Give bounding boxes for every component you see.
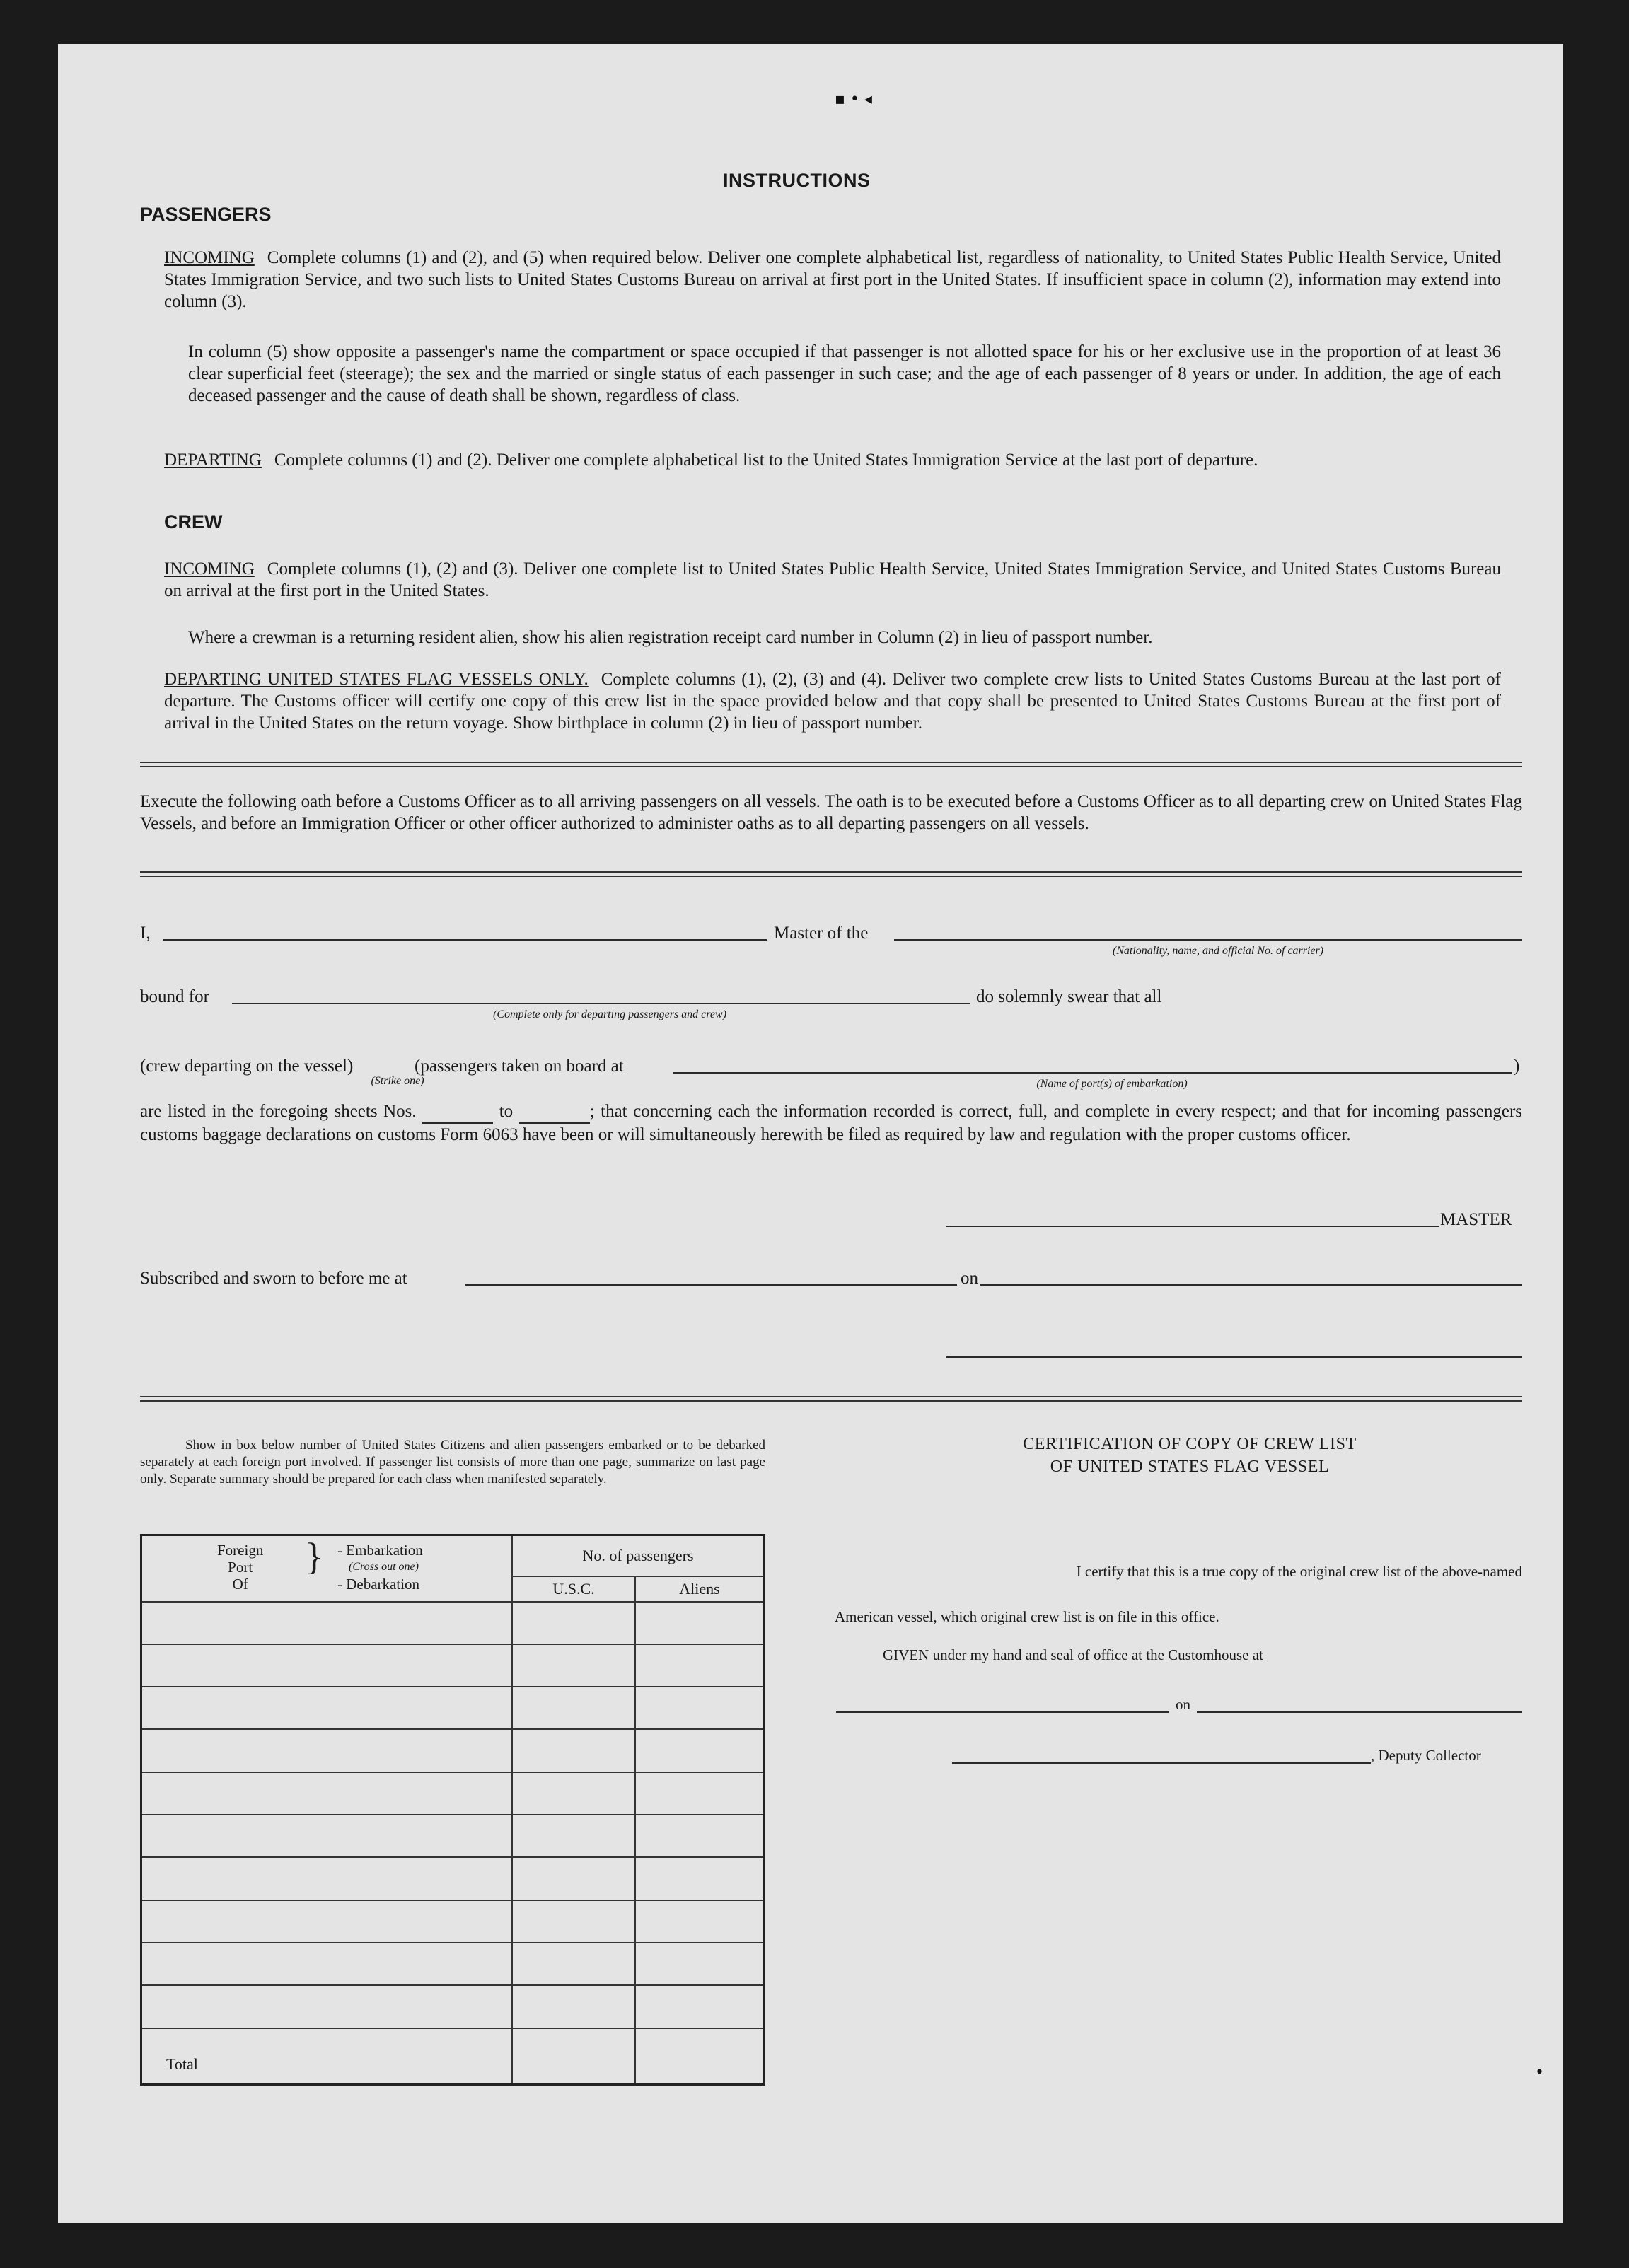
passengers-incoming-text: Complete columns (1) and (2), and (5) when required below. Deliver one complete alphabetical list, regardless of nationality, to United States Public Health Service, United States Immigration Service, and two such lists to United States Customs Bureau on arrival at first port in the United States. If insufficient space in column (2), information may extend into column (3). bbox=[164, 248, 1501, 311]
certification-heading bbox=[836, 1433, 1543, 1478]
table-row bbox=[141, 1943, 765, 1985]
section-divider bbox=[140, 871, 1522, 877]
aliens-cell[interactable] bbox=[635, 1602, 765, 1644]
port-cell[interactable] bbox=[141, 1644, 513, 1687]
table-row bbox=[141, 1687, 765, 1729]
section-divider bbox=[140, 762, 1522, 767]
usc-cell[interactable] bbox=[512, 1602, 635, 1644]
port-cell[interactable] bbox=[141, 1772, 513, 1815]
port-cell[interactable] bbox=[141, 1687, 513, 1729]
oath-instruction: Execute the following oath before a Customs Officer as to all arriving passengers on all vessels. The oath is to be executed before a Customs Officer as to all departing crew on United States Flag Vessels, and before an Immigration Officer or other officer authorized to administer oaths as to all departing passengers on all vessels. bbox=[140, 792, 1522, 833]
certify-line-2: American vessel, which original crew list is on file in this office. bbox=[835, 1608, 1219, 1625]
swear-label: do solemnly swear that all bbox=[976, 987, 1162, 1006]
debarkation-option[interactable]: - Debarkation bbox=[337, 1576, 420, 1593]
total-aliens-cell[interactable] bbox=[635, 2028, 765, 2085]
table-row bbox=[141, 1644, 765, 1687]
usc-cell[interactable] bbox=[512, 1900, 635, 1943]
passenger-summary-table bbox=[140, 1534, 765, 2086]
passengers-heading: PASSENGERS bbox=[140, 204, 272, 225]
passengers-incoming-label: INCOMING bbox=[164, 248, 255, 267]
port-cell[interactable] bbox=[141, 1815, 513, 1857]
total-usc-cell[interactable] bbox=[512, 2028, 635, 2085]
listed-paragraph bbox=[140, 1100, 1522, 1146]
bound-for-label: bound for bbox=[140, 987, 209, 1006]
master-signature-field[interactable] bbox=[946, 1226, 1439, 1227]
crew-incoming-paragraph bbox=[164, 558, 1501, 602]
table-row bbox=[141, 1729, 765, 1772]
master-label: MASTER bbox=[1440, 1210, 1512, 1229]
subscribed-label: Subscribed and sworn to before me at bbox=[140, 1269, 407, 1288]
certification-heading-line-1: CERTIFICATION OF COPY OF CREW LIST bbox=[1023, 1435, 1357, 1453]
to-label: to bbox=[499, 1102, 514, 1121]
port-cell[interactable] bbox=[141, 1985, 513, 2028]
master-of-label: Master of the bbox=[774, 924, 869, 943]
usc-cell[interactable] bbox=[512, 1815, 635, 1857]
brace-glyph: } bbox=[305, 1535, 323, 1578]
carrier-field[interactable] bbox=[894, 939, 1522, 941]
sworn-on-label: on bbox=[961, 1269, 978, 1288]
passengers-departing-label: DEPARTING bbox=[164, 450, 262, 470]
table-row bbox=[141, 1772, 765, 1815]
column5-paragraph: In column (5) show opposite a passenger's name the compartment or space occupied if that passenger is not allotted space for his or her exclusive use in the proportion of at least 36 clear superficial feet (steerage); the sex and the married or single status of each passenger in such case; and the age of each passenger of 8 years or under. In addition, the age of each deceased passenger and the cause of death shall be shown, regardless of class. bbox=[188, 342, 1501, 405]
carrier-note: (Nationality, name, and official No. of carrier) bbox=[1112, 945, 1324, 957]
sworn-place-field[interactable] bbox=[465, 1284, 957, 1286]
section-divider bbox=[140, 1396, 1522, 1402]
usc-cell[interactable] bbox=[512, 1985, 635, 2028]
certify-on-label: on bbox=[1176, 1696, 1190, 1713]
passengers-departing-paragraph bbox=[164, 449, 1501, 471]
usc-cell[interactable] bbox=[512, 1644, 635, 1687]
embarkation-option[interactable]: - Embarkation bbox=[337, 1542, 423, 1559]
total-row bbox=[141, 2028, 765, 2085]
officer-signature-field[interactable] bbox=[946, 1356, 1522, 1358]
passengers-incoming-paragraph bbox=[164, 247, 1501, 313]
strike-note: (Strike one) bbox=[371, 1075, 424, 1087]
deputy-collector-label: , Deputy Collector bbox=[1371, 1747, 1481, 1764]
no-passengers-header: No. of passengers bbox=[512, 1535, 765, 1576]
certification-heading-line-2: OF UNITED STATES FLAG VESSEL bbox=[1050, 1458, 1330, 1476]
port-cell[interactable] bbox=[141, 1943, 513, 1985]
certify-line-1: I certify that this is a true copy of the original crew list of the above-named bbox=[1076, 1563, 1522, 1580]
foreign-label: Foreign bbox=[217, 1542, 264, 1559]
resident-alien-paragraph: Where a crewman is a returning resident alien, show his alien registration receipt card number in Column (2) in lieu of passport number. bbox=[188, 628, 1153, 647]
port-cell[interactable] bbox=[141, 1857, 513, 1900]
usc-cell[interactable] bbox=[512, 1857, 635, 1900]
aliens-cell[interactable] bbox=[635, 1857, 765, 1900]
of-label: Of bbox=[232, 1576, 248, 1593]
document-page bbox=[58, 44, 1563, 2223]
crew-departing-option: (crew departing on the vessel) bbox=[140, 1057, 354, 1076]
sheet-from-field[interactable] bbox=[422, 1100, 493, 1124]
bound-for-field[interactable] bbox=[232, 1003, 970, 1004]
foreign-port-header bbox=[141, 1535, 513, 1602]
bound-for-note: (Complete only for departing passengers and crew) bbox=[492, 1008, 727, 1020]
total-label: Total bbox=[141, 2028, 513, 2085]
port-cell[interactable] bbox=[141, 1729, 513, 1772]
table-row bbox=[141, 1815, 765, 1857]
stray-dot: • bbox=[1535, 2064, 1544, 2081]
certify-date-field[interactable] bbox=[1197, 1711, 1522, 1713]
listed-text: ; that concerning each the information recorded is correct, full, and complete in every respect; and that for incoming passengers customs baggage declarations on customs Form 6063 have been or will simultaneously herewith be filed as required by law and regulation with the proper customs officer. bbox=[140, 1102, 1523, 1144]
crew-departing-text: Complete columns (1), (2), (3) and (4). Deliver two complete crew lists to United States Customs Bureau at the last port of departure. The Customs officer will certify one copy of this crew list in the space provided below and that copy shall be presented to United States Customs Bureau at the first port of arrival in the United States on the return voyage. Show birthplace in column (2) in lieu of passport number. bbox=[164, 670, 1501, 733]
aliens-cell[interactable] bbox=[635, 1985, 765, 2028]
table-row bbox=[141, 1900, 765, 1943]
listed-label: are listed in the foregoing sheets Nos. bbox=[140, 1102, 417, 1121]
table-row bbox=[141, 1602, 765, 1644]
crew-incoming-text: Complete columns (1), (2) and (3). Deliver one complete list to United States Public Health Service, United States Immigration Service, and United States Customs Bureau on arrival at the first port in the United States. bbox=[164, 559, 1501, 600]
usc-cell[interactable] bbox=[512, 1729, 635, 1772]
sworn-date-field[interactable] bbox=[980, 1284, 1522, 1286]
aliens-cell[interactable] bbox=[635, 1644, 765, 1687]
aliens-cell[interactable] bbox=[635, 1687, 765, 1729]
page-title: INSTRUCTIONS bbox=[723, 170, 871, 191]
table-row bbox=[141, 1857, 765, 1900]
master-name-field[interactable] bbox=[163, 939, 767, 941]
aliens-cell[interactable] bbox=[635, 1815, 765, 1857]
embarkation-note: (Name of port(s) of embarkation) bbox=[1036, 1078, 1188, 1090]
deputy-signature-field[interactable] bbox=[952, 1762, 1371, 1764]
table-row bbox=[141, 1985, 765, 2028]
crew-departing-paragraph bbox=[164, 668, 1501, 734]
certify-line-3: GIVEN under my hand and seal of office at the Customhouse at bbox=[883, 1646, 1263, 1663]
passengers-taken-option: (passengers taken on board at bbox=[415, 1057, 624, 1076]
port-cell[interactable] bbox=[141, 1602, 513, 1644]
crew-incoming-label: INCOMING bbox=[164, 559, 255, 578]
aliens-cell[interactable] bbox=[635, 1943, 765, 1985]
stray-marks: ▪ • ◂ bbox=[835, 91, 872, 108]
crew-heading: CREW bbox=[164, 511, 223, 533]
crew-departing-label: DEPARTING UNITED STATES FLAG VESSELS ONLY. bbox=[164, 670, 589, 689]
port-label: Port bbox=[228, 1559, 253, 1576]
port-cell[interactable] bbox=[141, 1900, 513, 1943]
aliens-cell[interactable] bbox=[635, 1772, 765, 1815]
usc-header: U.S.C. bbox=[512, 1576, 635, 1602]
aliens-cell[interactable] bbox=[635, 1900, 765, 1943]
usc-cell[interactable] bbox=[512, 1943, 635, 1985]
customhouse-field[interactable] bbox=[836, 1711, 1169, 1713]
sheet-to-field[interactable] bbox=[519, 1100, 590, 1124]
usc-cell[interactable] bbox=[512, 1772, 635, 1815]
close-paren: ) bbox=[1514, 1057, 1520, 1076]
summary-instruction: Show in box below number of United States Citizens and alien passengers embarked or to be debarked separately at each foreign port involved. If passenger list consists of more than one page, summarize on last page only. Separate summary should be prepared for each class when manifested separately. bbox=[140, 1438, 765, 1487]
aliens-cell[interactable] bbox=[635, 1729, 765, 1772]
embarkation-port-field[interactable] bbox=[673, 1072, 1512, 1074]
cross-out-note: (Cross out one) bbox=[349, 1561, 419, 1573]
oath-i-label: I, bbox=[140, 924, 151, 943]
passengers-departing-text: Complete columns (1) and (2). Deliver one complete alphabetical list to the United States Immigration Service at the last port of departure. bbox=[274, 450, 1258, 470]
usc-cell[interactable] bbox=[512, 1687, 635, 1729]
aliens-header: Aliens bbox=[635, 1576, 765, 1602]
